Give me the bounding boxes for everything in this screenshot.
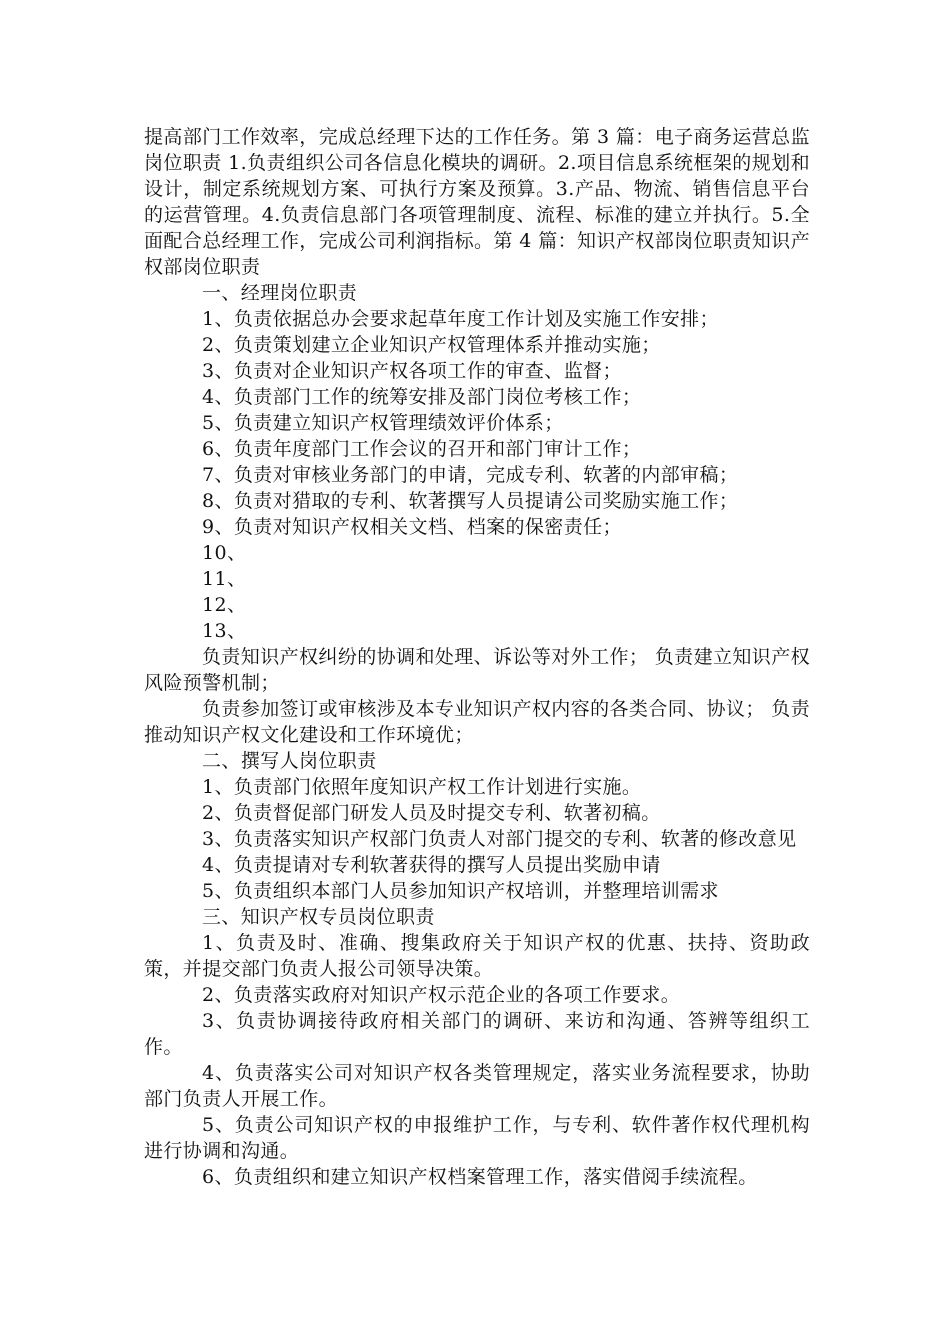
section3-item: 3、负责协调接待政府相关部门的调研、来访和沟通、答辨等组织工作。 <box>144 1010 810 1058</box>
section1-item: 8、负责对猎取的专利、软著撰写人员提请公司奖励实施工作； <box>202 490 739 512</box>
section1-paragraph: 负责知识产权纠纷的协调和处理、诉讼等对外工作； 负责建立知识产权风险预警机制； <box>144 646 810 694</box>
document-body <box>144 124 810 1190</box>
section1-item: 3、负责对企业知识产权各项工作的审查、监督； <box>202 360 622 382</box>
section1-item: 1、负责依据总办会要求起草年度工作计划及实施工作安排； <box>202 308 719 330</box>
section3-item: 4、负责落实公司对知识产权各类管理规定，落实业务流程要求，协助部门负责人开展工作。 <box>144 1062 810 1110</box>
section1-item: 7、负责对审核业务部门的申请，完成专利、软著的内部审稿； <box>202 464 739 486</box>
section1-item: 13、 <box>202 620 247 642</box>
section3-item: 6、负责组织和建立知识产权档案管理工作，落实借阅手续流程。 <box>202 1166 758 1188</box>
section1-item: 5、负责建立知识产权管理绩效评价体系； <box>202 412 564 434</box>
section2-item: 2、负责督促部门研发人员及时提交专利、软著初稿。 <box>202 802 661 824</box>
section1-item: 6、负责年度部门工作会议的召开和部门审计工作； <box>202 438 642 460</box>
section2-item: 4、负责提请对专利软著获得的撰写人员提出奖励申请 <box>202 854 661 876</box>
section1-item: 4、负责部门工作的统筹安排及部门岗位考核工作； <box>202 386 642 408</box>
section2-item: 1、负责部门依照年度知识产权工作计划进行实施。 <box>202 776 642 798</box>
section2-item: 5、负责组织本部门人员参加知识产权培训，并整理培训需求 <box>202 880 719 902</box>
intro-paragraph: 提高部门工作效率，完成总经理下达的工作任务。第 3 篇：电子商务运营总监岗位职责 1.负责组织公司各信息化模块的调研。2.项目信息系统框架的规划和设计，制定系统规划方案、可执行方案及预算。3.产品、物流、销售信息平台的运营管理。4.负责信息部门各项管理制度、流程、标准的建立并执行。5.全面配合总经理工作，完成公司利润指标。第 4 篇：知识产权部岗位职责知识产权部岗位职责 <box>144 126 810 278</box>
section3-item: 2、负责落实政府对知识产权示范企业的各项工作要求。 <box>202 984 681 1006</box>
section1-paragraph: 负责参加签订或审核涉及本专业知识产权内容的各类合同、协议； 负责推动知识产权文化建设和工作环境优； <box>144 698 810 746</box>
section2-item: 3、负责落实知识产权部门负责人对部门提交的专利、软著的修改意见 <box>202 828 797 850</box>
section1-item: 12、 <box>202 594 247 616</box>
section1-item: 11、 <box>202 568 247 590</box>
section2-heading: 二、撰写人岗位职责 <box>202 750 377 772</box>
section3-item: 1、负责及时、准确、搜集政府关于知识产权的优惠、扶持、资助政策，并提交部门负责人报公司领导决策。 <box>144 932 810 980</box>
section1-item: 9、负责对知识产权相关文档、档案的保密责任； <box>202 516 622 538</box>
section3-heading: 三、知识产权专员岗位职责 <box>202 906 435 928</box>
section3-item: 5、负责公司知识产权的申报维护工作，与专利、软件著作权代理机构进行协调和沟通。 <box>144 1114 810 1162</box>
section1-heading: 一、经理岗位职责 <box>202 282 358 304</box>
section1-item: 2、负责策划建立企业知识产权管理体系并推动实施； <box>202 334 661 356</box>
section1-item: 10、 <box>202 542 247 564</box>
